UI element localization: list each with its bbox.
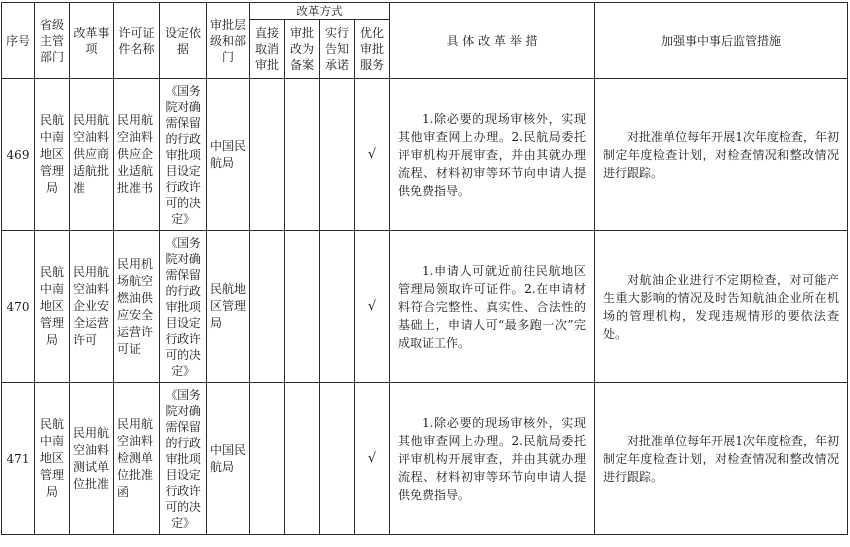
row-mark-cancel (250, 231, 285, 383)
row-license: 民用机场航空燃油供应安全运营许可证 (114, 231, 160, 383)
row-supervision (595, 79, 848, 231)
row-basis: 《国务院对确需保留的行政审批项目设定行政许可的决定》 (160, 383, 207, 535)
row-supervision-text: 对航油企业进行不定期检查，对可能产生重大影响的情况及时告知航油企业所在机场的管理机构，发现违规情形的要依法查处。 (603, 272, 839, 341)
row-mark-record (285, 79, 320, 231)
header-mode-cancel: 直接取消审批 (250, 20, 285, 79)
row-license: 民用航空油料检测单位批准函 (114, 383, 160, 535)
row-measures (390, 383, 595, 535)
row-mark-optimize: √ (355, 79, 390, 231)
row-dept: 民航中南地区管理局 (35, 79, 70, 231)
row-item: 民用航空油料测试单位批准 (70, 383, 114, 535)
reform-table (1, 2, 848, 535)
table-row (2, 79, 848, 231)
table-row (2, 231, 848, 383)
row-supervision-text: 对批准单位每年开展1次年度检查，年初制定年度检查计划，对检查情况和整改情况进行跟踪。 (603, 129, 839, 180)
header-measures: 具 体 改 革 举 措 (390, 3, 595, 79)
header-seq: 序号 (2, 3, 35, 79)
row-mark-record (285, 231, 320, 383)
row-measures-text: 1.申请人可就近前往民航地区管理局领取许可证件。2.在申请材料符合完整性、真实性、合法性的基础上，申请人可“最多跑一次”完成取证工作。 (398, 263, 586, 350)
header-mode-optimize: 优化审批服务 (355, 20, 390, 79)
row-item: 民用航空油料企业安全运营许可 (70, 231, 114, 383)
row-dept: 民航中南地区管理局 (35, 383, 70, 535)
row-seq: 469 (2, 79, 35, 231)
row-dept: 民航中南地区管理局 (35, 231, 70, 383)
row-measures-text: 1.除必要的现场审核外，实现其他审查网上办理。2.民航局委托评审机构开展审查，并由其就办理流程、材料初审等环节向申请人提供免费指导。 (398, 111, 586, 198)
row-mark-notify (320, 231, 355, 383)
header-reform-mode: 改革方式 (250, 3, 390, 20)
header-level: 审批层级和部门 (207, 3, 250, 79)
row-mark-record (285, 383, 320, 535)
header-license: 许可证件名称 (114, 3, 160, 79)
header-dept: 省级主管部门 (35, 3, 70, 79)
row-measures (390, 79, 595, 231)
row-mark-notify (320, 79, 355, 231)
row-seq: 471 (2, 383, 35, 535)
row-seq: 470 (2, 231, 35, 383)
header-mode-record: 审批改为备案 (285, 20, 320, 79)
table-row (2, 383, 848, 535)
header-basis: 设定依据 (160, 3, 207, 79)
row-basis: 《国务院对确需保留的行政审批项目设定行政许可的决定》 (160, 231, 207, 383)
row-supervision (595, 383, 848, 535)
header-item: 改革事项 (70, 3, 114, 79)
row-license: 民用航空油料供应企业适航批准书 (114, 79, 160, 231)
row-mark-cancel (250, 383, 285, 535)
row-measures (390, 231, 595, 383)
row-supervision-text: 对批准单位每年开展1次年度检查，年初制定年度检查计划，对检查情况和整改情况进行跟踪。 (603, 433, 839, 484)
header-supervision: 加强事中事后监管措施 (595, 3, 848, 79)
row-mark-cancel (250, 79, 285, 231)
row-item: 民用航空油料供应商适航批准 (70, 79, 114, 231)
row-measures-text: 1.除必要的现场审核外，实现其他审查网上办理。2.民航局委托评审机构开展审查，并由其就办理流程、材料初审等环节向申请人提供免费指导。 (398, 415, 586, 502)
row-level: 民航地区管理局 (207, 231, 250, 383)
row-mark-optimize: √ (355, 383, 390, 535)
row-basis: 《国务院对确需保留的行政审批项目设定行政许可的决定》 (160, 79, 207, 231)
row-mark-notify (320, 383, 355, 535)
row-supervision (595, 231, 848, 383)
row-level: 中国民航局 (207, 383, 250, 535)
header-mode-notify: 实行告知承诺 (320, 20, 355, 79)
row-level: 中国民航局 (207, 79, 250, 231)
row-mark-optimize: √ (355, 231, 390, 383)
